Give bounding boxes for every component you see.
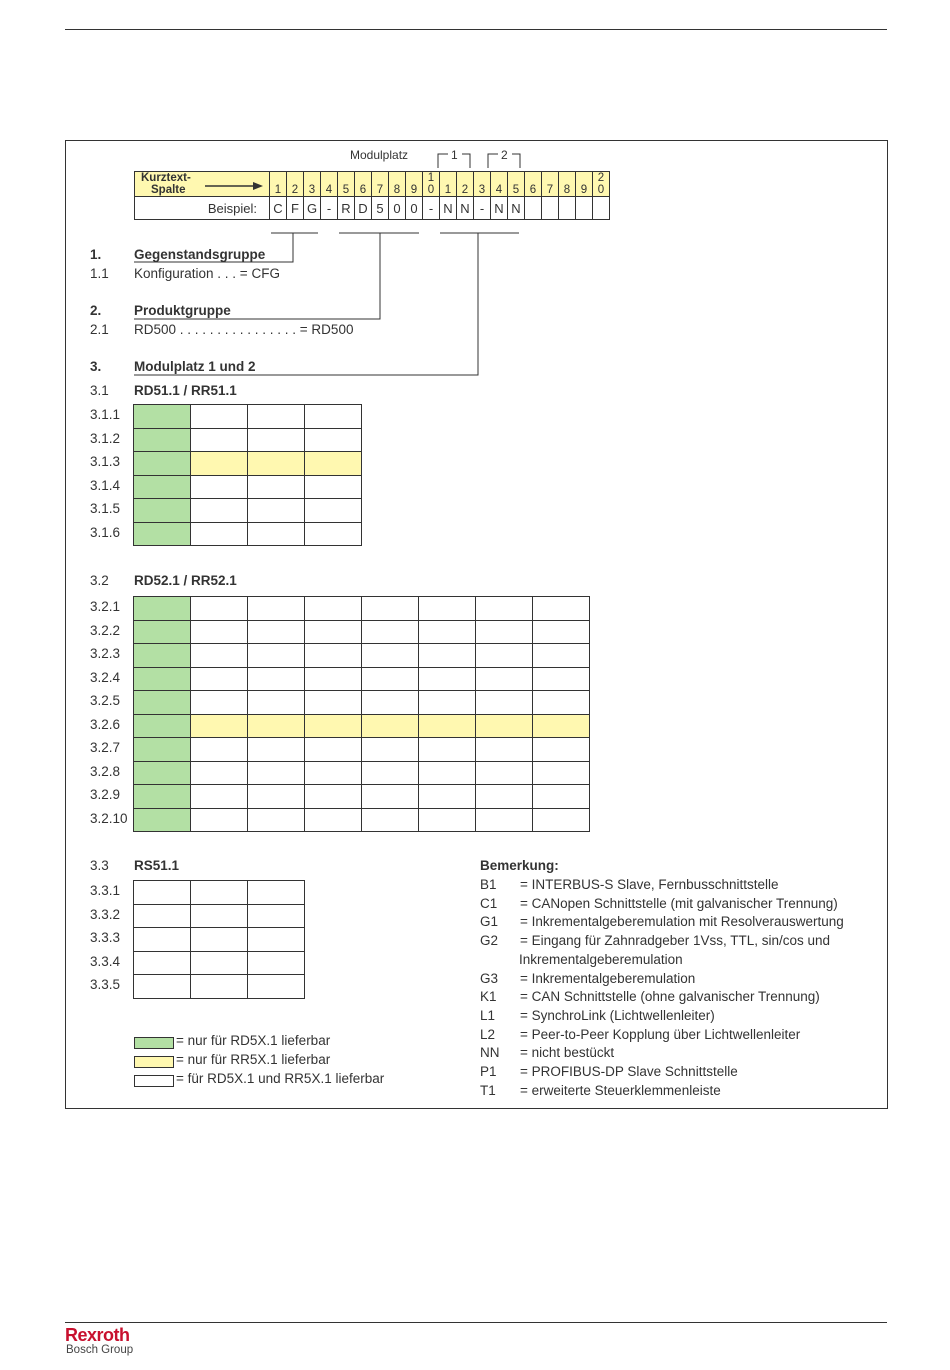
grid-cell bbox=[134, 405, 191, 429]
section-3-title: Modulplatz 1 und 2 bbox=[134, 359, 256, 374]
grid-cell bbox=[134, 785, 191, 809]
grid-3-1 bbox=[133, 404, 362, 546]
row-label: 3.2.8 bbox=[90, 763, 121, 779]
grid-cell bbox=[476, 761, 533, 785]
grid-cell bbox=[419, 714, 476, 738]
grid-cell bbox=[134, 452, 191, 476]
row-label: 3.3.1 bbox=[90, 883, 121, 898]
remark-text: = Peer-to-Peer Kopplung über Lichtwellenleiter bbox=[520, 1026, 801, 1042]
remark-text: = Inkrementalgeberemulation bbox=[520, 970, 696, 986]
column-digit: 3 bbox=[478, 184, 486, 196]
example-cell: 5 bbox=[372, 197, 389, 220]
grid-cell bbox=[134, 499, 191, 523]
example-cell: 0 bbox=[406, 197, 423, 220]
grid-cell bbox=[476, 691, 533, 715]
example-cell: N bbox=[457, 197, 474, 220]
modulplatz-label: Modulplatz bbox=[350, 148, 409, 162]
grid-cell bbox=[191, 904, 248, 928]
grid-cell bbox=[476, 714, 533, 738]
grid-cell bbox=[134, 475, 191, 499]
example-cell: N bbox=[491, 197, 508, 220]
grid-cell bbox=[476, 738, 533, 762]
section-3-1-title: RD51.1 / RR51.1 bbox=[134, 383, 237, 398]
grid-cell bbox=[362, 714, 419, 738]
row-label: 3.1.4 bbox=[90, 477, 121, 493]
legend-white-text: = für RD5X.1 und RR5X.1 lieferbar bbox=[176, 1071, 385, 1086]
remark-item bbox=[480, 1083, 721, 1098]
section-2-number: 2. bbox=[90, 303, 102, 318]
remark-code: C1 bbox=[480, 895, 498, 911]
row-label: 3.1.2 bbox=[90, 430, 121, 446]
remark-text: = CANopen Schnittstelle (mit galvanischer Trennung) bbox=[520, 895, 838, 911]
remark-item bbox=[480, 1064, 738, 1079]
column-digit: 2 bbox=[597, 172, 605, 184]
grid-cell bbox=[191, 975, 248, 999]
grid-row bbox=[134, 761, 590, 785]
grid-cell bbox=[191, 499, 248, 523]
grid-cell bbox=[248, 667, 305, 691]
grid-cell bbox=[476, 597, 533, 621]
remark-item bbox=[480, 877, 778, 892]
example-cell: N bbox=[440, 197, 457, 220]
column-digit: 3 bbox=[308, 184, 316, 196]
grid-3-2 bbox=[133, 596, 590, 832]
section-2-title: Produktgruppe bbox=[134, 303, 231, 318]
slot-2-label: 2 bbox=[501, 148, 508, 162]
legend-white-swatch bbox=[134, 1075, 174, 1087]
grid-row bbox=[134, 881, 305, 905]
remark-text: = SynchroLink (Lichtwellenleiter) bbox=[520, 1007, 715, 1023]
grid-cell bbox=[533, 667, 590, 691]
grid-cell bbox=[248, 597, 305, 621]
grid-row bbox=[134, 738, 590, 762]
grid-row bbox=[134, 951, 305, 975]
remark-code: G2 bbox=[480, 933, 499, 949]
legend-yellow-swatch bbox=[134, 1056, 174, 1068]
grid-cell bbox=[248, 904, 305, 928]
column-digit: 0 bbox=[597, 184, 605, 196]
column-digit: 0 bbox=[427, 184, 435, 196]
row-label: 3.3.2 bbox=[90, 906, 121, 922]
row-label: 3.2.9 bbox=[90, 787, 121, 802]
spalte-label: Spalte bbox=[151, 184, 186, 196]
column-digit: 7 bbox=[546, 184, 554, 196]
footer-rule bbox=[65, 1322, 887, 1323]
grid-cell bbox=[191, 691, 248, 715]
grid-cell bbox=[134, 975, 191, 999]
grid-cell bbox=[305, 597, 362, 621]
remark-text: = INTERBUS-S Slave, Fernbusschnittstelle bbox=[520, 877, 779, 892]
grid-row bbox=[134, 452, 362, 476]
kurztext-label: Kurztext- bbox=[141, 172, 191, 184]
example-cell: - bbox=[423, 197, 440, 220]
grid-cell bbox=[476, 620, 533, 644]
remark-code: NN bbox=[480, 1045, 500, 1061]
example-cell: G bbox=[304, 197, 321, 220]
row-label: 3.2.10 bbox=[90, 810, 128, 826]
section-3-3-title: RS51.1 bbox=[134, 858, 180, 873]
remark-text: = CAN Schnittstelle (ohne galvanischer Trennung) bbox=[520, 989, 820, 1005]
grid-cell bbox=[305, 667, 362, 691]
column-digit: 8 bbox=[563, 184, 571, 196]
legend-yellow-text: = nur für RR5X.1 lieferbar bbox=[176, 1052, 331, 1067]
column-digit: 4 bbox=[325, 184, 333, 196]
grid-cell bbox=[191, 452, 248, 476]
grid-cell bbox=[248, 951, 305, 975]
grid-cell bbox=[134, 951, 191, 975]
grid-cell bbox=[134, 667, 191, 691]
grid-cell bbox=[476, 644, 533, 668]
grid-row bbox=[134, 428, 362, 452]
grid-cell bbox=[248, 881, 305, 905]
grid-cell bbox=[419, 761, 476, 785]
grid-cell bbox=[476, 785, 533, 809]
remark-item bbox=[480, 933, 830, 948]
grid-cell bbox=[305, 691, 362, 715]
grid-row bbox=[134, 785, 590, 809]
column-digit: 1 bbox=[444, 184, 452, 196]
slot-1-label: 1 bbox=[451, 148, 458, 162]
grid-cell bbox=[248, 499, 305, 523]
grid-cell bbox=[134, 714, 191, 738]
example-cell: C bbox=[270, 197, 287, 220]
grid-row bbox=[134, 808, 590, 832]
remark-item bbox=[480, 989, 820, 1004]
grid-cell bbox=[248, 428, 305, 452]
grid-cell bbox=[248, 738, 305, 762]
row-label: 3.2.3 bbox=[90, 646, 121, 661]
example-cell: D bbox=[355, 197, 372, 220]
row-label: 3.2.6 bbox=[90, 716, 121, 732]
grid-cell bbox=[191, 928, 248, 952]
remark-text: = erweiterte Steuerklemmenleiste bbox=[520, 1082, 721, 1098]
remark-code: G1 bbox=[480, 914, 499, 930]
row-label: 3.2.4 bbox=[90, 669, 121, 685]
grid-cell bbox=[134, 597, 191, 621]
grid-cell bbox=[533, 738, 590, 762]
grid-cell bbox=[248, 620, 305, 644]
row-label: 3.3.4 bbox=[90, 953, 121, 969]
row-label: 3.2.5 bbox=[90, 693, 121, 708]
grid-cell bbox=[305, 644, 362, 668]
section-3-1-number: 3.1 bbox=[90, 383, 109, 398]
grid-cell bbox=[476, 667, 533, 691]
remark-code: L1 bbox=[480, 1007, 496, 1023]
grid-cell bbox=[362, 808, 419, 832]
grid-cell bbox=[419, 667, 476, 691]
section-3-number: 3. bbox=[90, 359, 102, 374]
remark-item bbox=[480, 1008, 715, 1023]
grid-row bbox=[134, 597, 590, 621]
grid-cell bbox=[191, 785, 248, 809]
grid-cell bbox=[362, 644, 419, 668]
grid-cell bbox=[248, 975, 305, 999]
column-digit: 2 bbox=[291, 184, 299, 196]
grid-cell bbox=[248, 785, 305, 809]
grid-cell bbox=[191, 644, 248, 668]
grid-cell bbox=[191, 597, 248, 621]
example-cell: - bbox=[474, 197, 491, 220]
remark-item bbox=[480, 971, 695, 986]
remark-item bbox=[519, 952, 683, 967]
remarks-title: Bemerkung: bbox=[480, 858, 559, 873]
row-label: 3.3.5 bbox=[90, 977, 121, 992]
grid-cell bbox=[134, 620, 191, 644]
grid-cell bbox=[191, 761, 248, 785]
bosch-group-label: Bosch Group bbox=[66, 1344, 134, 1356]
section-1-1-text: Konfiguration . . . = CFG bbox=[134, 266, 280, 281]
grid-cell bbox=[419, 620, 476, 644]
grid-cell bbox=[533, 620, 590, 644]
grid-cell bbox=[191, 714, 248, 738]
example-cell: F bbox=[287, 197, 304, 220]
section-2-1-text: RD500 . . . . . . . . . . . . . . . . = RD500 bbox=[134, 322, 354, 337]
grid-row bbox=[134, 691, 590, 715]
grid-cell bbox=[134, 428, 191, 452]
grid-3-3 bbox=[133, 880, 305, 999]
remark-text: = PROFIBUS-DP Slave Schnittstelle bbox=[520, 1064, 738, 1079]
remark-item bbox=[480, 914, 844, 929]
grid-cell bbox=[362, 667, 419, 691]
grid-cell bbox=[305, 428, 362, 452]
example-cell: N bbox=[508, 197, 525, 220]
grid-cell bbox=[134, 644, 191, 668]
grid-row bbox=[134, 620, 590, 644]
remark-code: L2 bbox=[480, 1026, 496, 1042]
column-digit: 5 bbox=[342, 184, 350, 196]
grid-cell bbox=[191, 667, 248, 691]
row-label: 3.2.2 bbox=[90, 622, 121, 638]
row-label: 3.1.5 bbox=[90, 501, 121, 516]
example-cell: R bbox=[338, 197, 355, 220]
grid-cell bbox=[305, 808, 362, 832]
grid-cell bbox=[134, 738, 191, 762]
grid-cell bbox=[134, 904, 191, 928]
grid-cell bbox=[533, 644, 590, 668]
grid-cell bbox=[305, 452, 362, 476]
remark-code: T1 bbox=[480, 1082, 496, 1098]
grid-cell bbox=[134, 808, 191, 832]
grid-cell bbox=[419, 691, 476, 715]
remark-code: B1 bbox=[480, 877, 497, 892]
grid-cell bbox=[419, 785, 476, 809]
remark-code: P1 bbox=[480, 1064, 497, 1079]
grid-cell bbox=[134, 928, 191, 952]
grid-cell bbox=[305, 405, 362, 429]
grid-cell bbox=[533, 761, 590, 785]
grid-cell bbox=[134, 881, 191, 905]
column-digit: 1 bbox=[274, 184, 282, 196]
grid-row bbox=[134, 928, 305, 952]
remark-item bbox=[480, 896, 838, 911]
column-digit: 6 bbox=[529, 184, 537, 196]
grid-cell bbox=[419, 644, 476, 668]
column-digit: 7 bbox=[376, 184, 384, 196]
grid-row bbox=[134, 667, 590, 691]
grid-cell bbox=[305, 738, 362, 762]
remark-text: = Inkrementalgeberemulation mit Resolverauswertung bbox=[520, 914, 844, 930]
grid-cell bbox=[191, 405, 248, 429]
remark-item bbox=[480, 1027, 800, 1042]
grid-cell bbox=[191, 620, 248, 644]
grid-cell bbox=[248, 691, 305, 715]
grid-row bbox=[134, 714, 590, 738]
grid-cell bbox=[533, 714, 590, 738]
grid-row bbox=[134, 475, 362, 499]
grid-row bbox=[134, 522, 362, 546]
grid-cell bbox=[305, 499, 362, 523]
grid-cell bbox=[248, 644, 305, 668]
row-label: 3.1.6 bbox=[90, 524, 121, 540]
grid-cell bbox=[191, 475, 248, 499]
section-1-title: Gegenstandsgruppe bbox=[134, 247, 266, 262]
section-3-3-number: 3.3 bbox=[90, 858, 109, 873]
grid-row bbox=[134, 405, 362, 429]
remark-text: Inkrementalgeberemulation bbox=[519, 951, 683, 967]
grid-cell bbox=[533, 691, 590, 715]
grid-cell bbox=[134, 691, 191, 715]
section-1-number: 1. bbox=[90, 247, 102, 262]
remark-code: G3 bbox=[480, 970, 499, 986]
grid-cell bbox=[248, 522, 305, 546]
grid-cell bbox=[191, 522, 248, 546]
grid-cell bbox=[248, 928, 305, 952]
column-digit: 9 bbox=[580, 184, 588, 196]
grid-cell bbox=[362, 738, 419, 762]
grid-cell bbox=[362, 761, 419, 785]
section-3-2-title: RD52.1 / RR52.1 bbox=[134, 573, 237, 588]
column-digit: 2 bbox=[461, 184, 469, 196]
section-2-1-number: 2.1 bbox=[90, 322, 109, 337]
grid-cell bbox=[533, 808, 590, 832]
remark-text: = nicht bestückt bbox=[520, 1045, 615, 1061]
example-cell: 0 bbox=[389, 197, 406, 220]
grid-row bbox=[134, 904, 305, 928]
grid-cell bbox=[191, 808, 248, 832]
grid-cell bbox=[305, 785, 362, 809]
grid-cell bbox=[305, 620, 362, 644]
section-3-2-number: 3.2 bbox=[90, 573, 109, 588]
remark-item bbox=[480, 1045, 614, 1060]
remark-text: = Eingang für Zahnradgeber 1Vss, TTL, sin/cos und bbox=[520, 933, 831, 949]
grid-cell bbox=[305, 761, 362, 785]
grid-cell bbox=[419, 808, 476, 832]
grid-cell bbox=[476, 808, 533, 832]
grid-cell bbox=[305, 714, 362, 738]
column-digit: 4 bbox=[495, 184, 503, 196]
grid-row bbox=[134, 975, 305, 999]
grid-cell bbox=[533, 785, 590, 809]
grid-row bbox=[134, 499, 362, 523]
example-cell: - bbox=[321, 197, 338, 220]
grid-cell bbox=[248, 761, 305, 785]
grid-cell bbox=[134, 761, 191, 785]
column-digit: 1 bbox=[427, 172, 435, 184]
grid-cell bbox=[362, 597, 419, 621]
grid-cell bbox=[248, 405, 305, 429]
column-digit: 8 bbox=[393, 184, 401, 196]
grid-cell bbox=[419, 738, 476, 762]
grid-cell bbox=[305, 475, 362, 499]
grid-cell bbox=[533, 597, 590, 621]
grid-cell bbox=[362, 620, 419, 644]
grid-cell bbox=[134, 522, 191, 546]
row-label: 3.1.1 bbox=[90, 407, 121, 422]
grid-cell bbox=[248, 808, 305, 832]
legend-green-swatch bbox=[134, 1037, 174, 1049]
grid-cell bbox=[191, 428, 248, 452]
grid-cell bbox=[191, 951, 248, 975]
grid-cell bbox=[419, 597, 476, 621]
grid-cell bbox=[305, 522, 362, 546]
grid-row bbox=[134, 644, 590, 668]
grid-cell bbox=[362, 691, 419, 715]
row-label: 3.2.7 bbox=[90, 740, 121, 755]
column-digit: 9 bbox=[410, 184, 418, 196]
beispiel-label: Beispiel: bbox=[135, 197, 270, 220]
row-label: 3.1.3 bbox=[90, 454, 121, 469]
grid-cell bbox=[362, 785, 419, 809]
section-1-1-number: 1.1 bbox=[90, 266, 109, 281]
column-digit: 6 bbox=[359, 184, 367, 196]
grid-cell bbox=[248, 452, 305, 476]
rexroth-logo: Rexroth bbox=[65, 1325, 130, 1345]
grid-cell bbox=[248, 475, 305, 499]
row-label: 3.2.1 bbox=[90, 599, 121, 614]
grid-cell bbox=[248, 714, 305, 738]
grid-cell bbox=[191, 881, 248, 905]
row-label: 3.3.3 bbox=[90, 930, 121, 945]
column-digit: 5 bbox=[512, 184, 520, 196]
grid-cell bbox=[191, 738, 248, 762]
remark-code: K1 bbox=[480, 989, 497, 1005]
legend-green-text: = nur für RD5X.1 lieferbar bbox=[176, 1033, 331, 1048]
